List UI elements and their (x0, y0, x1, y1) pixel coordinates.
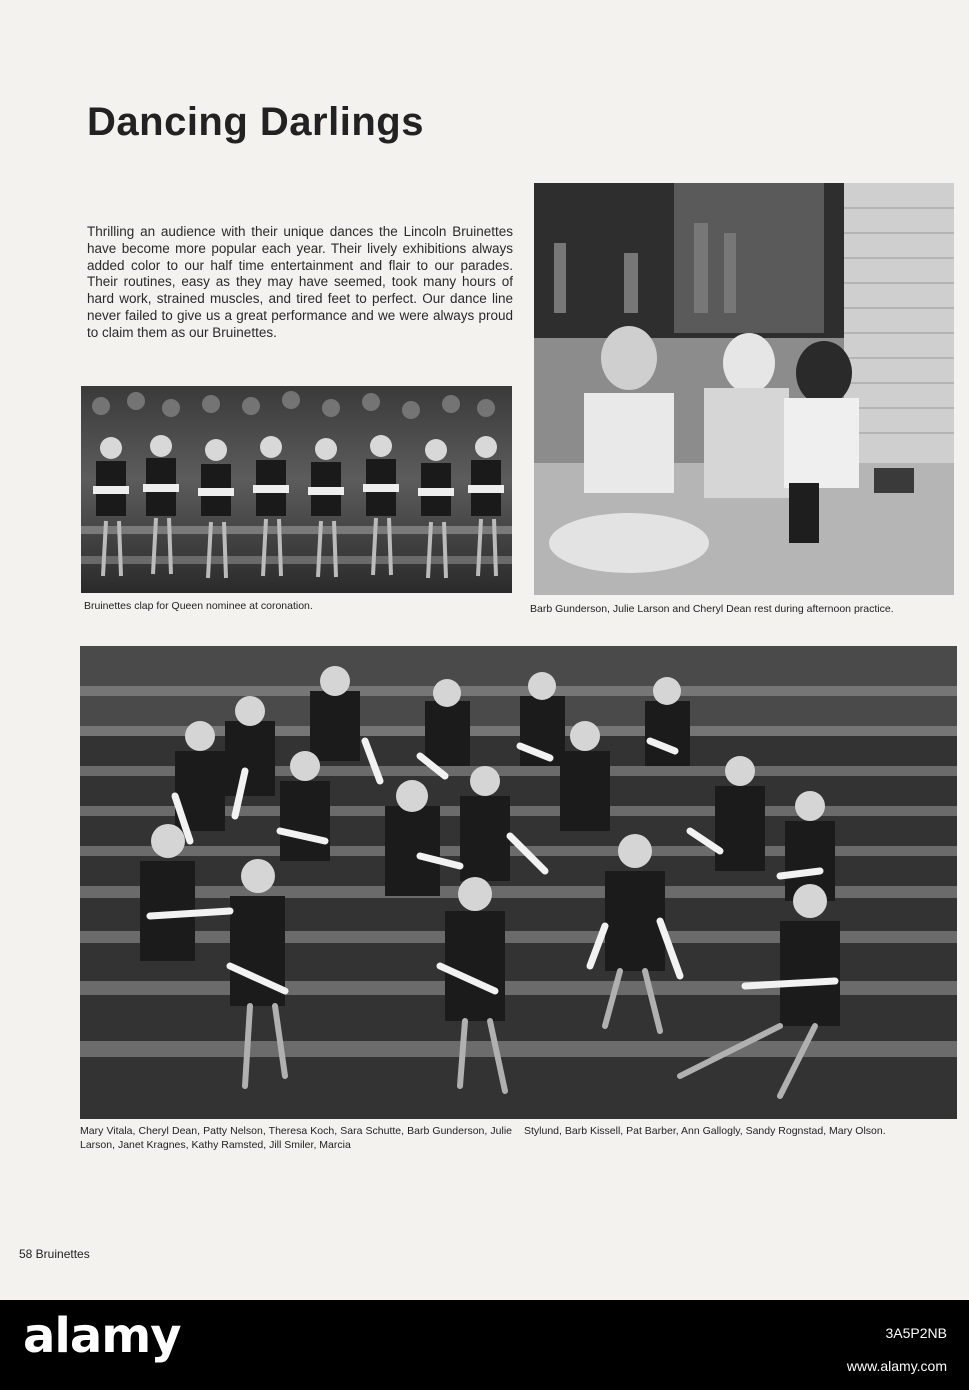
image-id: 3A5P2NB (885, 1325, 947, 1341)
alamy-logo: alamy (23, 1308, 181, 1364)
practice-caption: Barb Gunderson, Julie Larson and Cheryl Dean rest during afternoon practice. (530, 603, 894, 615)
coronation-caption: Bruinettes clap for Queen nominee at coronation. (84, 600, 313, 612)
group-caption-left: Mary Vitala, Cheryl Dean, Patty Nelson, Theresa Koch, Sara Schutte, Barb Gunderson, Julie Larson, Janet Kragnes, Kathy Ramsted, Jill Smiler, Marcia (80, 1125, 512, 1151)
group-photo (80, 646, 957, 1119)
group-caption-right: Stylund, Barb Kissell, Pat Barber, Ann Gallogly, Sandy Rognstad, Mary Olson. (524, 1125, 886, 1137)
page-title: Dancing Darlings (87, 100, 424, 144)
practice-photo (534, 183, 954, 595)
watermark-url: www.alamy.com (846, 1358, 947, 1374)
page-footer: 58 Bruinettes (19, 1247, 90, 1261)
coronation-photo (81, 386, 512, 593)
intro-paragraph: Thrilling an audience with their unique dances the Lincoln Bruinettes have become more popular each year. Their lively exhibitions always added color to our half time entertainment and flair to our parades. Their routines, easy as they may have seemed, took many hours of hard work, strained muscles, and tired feet to perfect. Our dance line never failed to give us a great performance and we were always proud to claim them as our Bruinettes. (87, 224, 513, 340)
